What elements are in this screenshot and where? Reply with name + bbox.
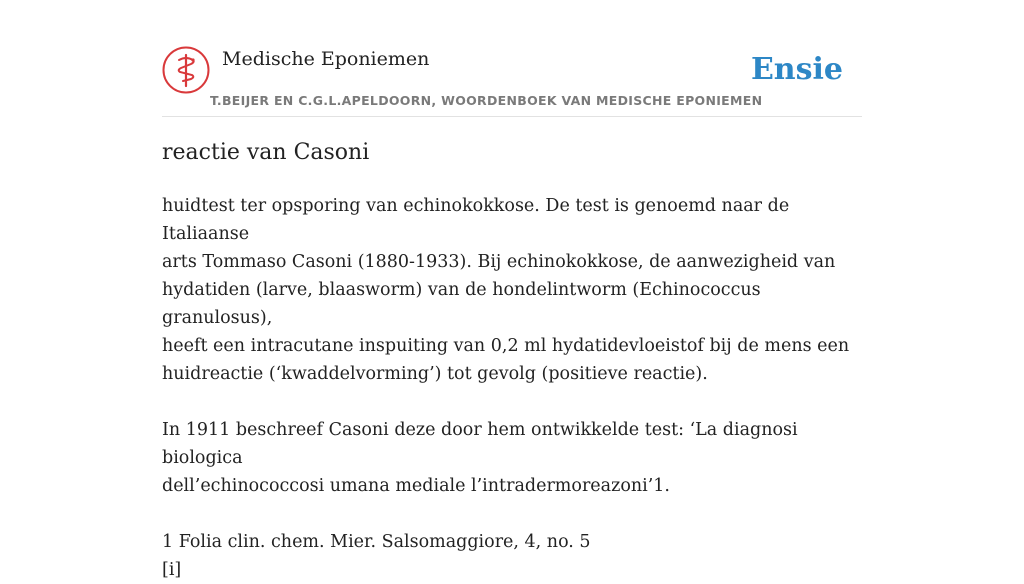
history-paragraph: In 1911 beschreef Casoni deze door hem ontwikkelde test: ‘La diagnosi biologica dell’echinococcosi umana mediale l’intradermoreazoni’1. [162, 420, 798, 496]
definition-paragraph: huidtest ter opsporing van echinokokkose. De test is genoemd naar de Italiaanse arts Tommaso Casoni (1880-1933). Bij echinokokkose, de aanwezigheid van hydatiden (larve, blaasworm) van de hondelintworm (Echinococcus granulosus), heeft een intracutane inspuiting van 0,2 ml hydatidevloeistof bij de mens een huidreactie (‘kwaddelvorming’) tot gevolg (positieve reactie). [162, 196, 850, 384]
caduceus-icon[interactable] [162, 46, 210, 94]
entry-content [162, 192, 867, 584]
site-title[interactable]: Medische Eponiemen [222, 48, 430, 70]
ensie-brand-link[interactable]: Ensie [750, 52, 843, 87]
reference-paragraph: 1 Folia clin. chem. Mier. Salsomaggiore, 4, no. 5 [i] [162, 532, 591, 580]
site-header [162, 44, 862, 117]
source-subtitle: T.BEIJER EN C.G.L.APELDOORN, WOORDENBOEK VAN MEDISCHE EPONIEMEN [210, 93, 763, 108]
entry-title: reactie van Casoni [162, 140, 370, 165]
